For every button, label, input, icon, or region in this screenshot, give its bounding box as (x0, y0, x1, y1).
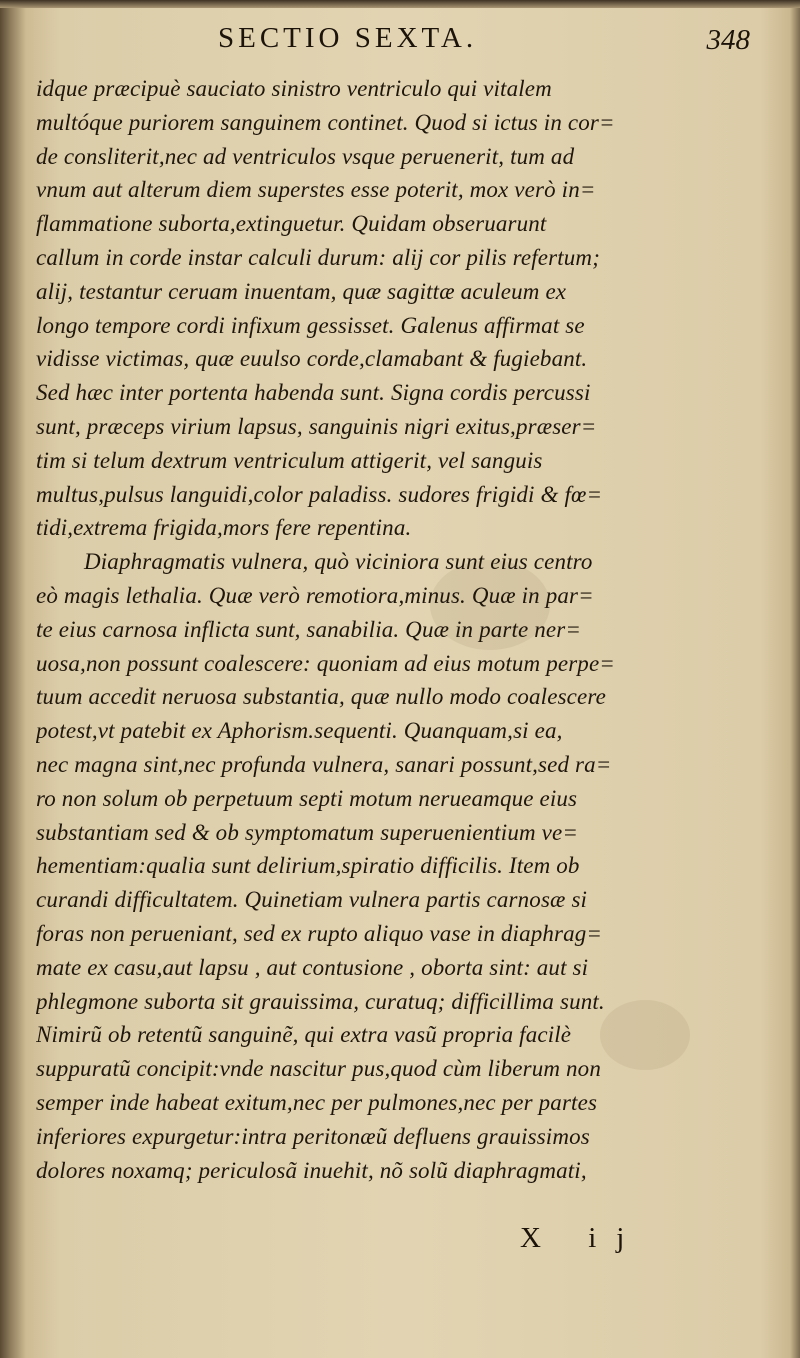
body-text (36, 72, 760, 1187)
text-line: eò magis lethalia. Quæ verò remotiora,minus. Quæ in par= (36, 582, 594, 608)
text-line: tuum accedit neruosa substantia, quæ nullo modo coalescere (36, 684, 606, 710)
text-line: Sed hæc inter portenta habenda sunt. Signa cordis percussi (36, 380, 591, 406)
text-line: ro non solum ob perpetuum septi motum nerueamque eius (36, 785, 578, 811)
text-line: potest,vt patebit ex Aphorism.sequenti. Quanquam,si ea, (36, 718, 563, 744)
text-line: mate ex casu,aut lapsu , aut contusione , oborta sint: aut si (36, 954, 589, 980)
running-head: SECTIO SEXTA. (218, 22, 478, 54)
text-line: semper inde habeat exitum,nec per pulmones,nec per partes (36, 1089, 598, 1115)
text-line: Nimirũ ob retentũ sanguinẽ, qui extra vasũ propria facilè (36, 1022, 572, 1048)
text-line: dolores noxamq; periculosã inuehit, nõ solũ diaphragmati, (36, 1157, 587, 1183)
text-line: multus,pulsus languidi,color paladiss. sudores frigidi & fœ= (36, 481, 603, 507)
text-line: inferiores expurgetur:intra peritonæũ defluens grauissimos (36, 1123, 590, 1149)
text-line: vidisse victimas, quæ euulso corde,clamabant & fugiebant. (36, 346, 588, 372)
text-line: foras non peruenіant, sed ex rupto aliquo vase in diaphrag= (36, 920, 603, 946)
paragraph-first-line: Diaphragmatis vulnera, quò viciniora sunt eius centro (84, 549, 593, 575)
text-line: curandi difficultatem. Quinetiam vulnera partis carnosæ si (36, 887, 588, 913)
text-line: longo tempore cordi infixum gessisset. Galenus affirmat se (36, 312, 585, 338)
text-line: phlegmone suborta sit grauissima, curatuq; difficillima sunt. (36, 988, 605, 1014)
text-line: sunt, præceps virium lapsus, sanguinis nigri exitus,præser= (36, 413, 597, 439)
text-line: tidi,extrema frigida,mors fere repentina. (36, 515, 412, 541)
signature-mark: X ij (520, 1222, 645, 1254)
text-line: flammatione suborta,extinguetur. Quidam obseruarunt (36, 211, 547, 237)
text-line: uosa,non possunt coalescere: quoniam ad eius motum perpe= (36, 650, 615, 676)
text-line: tim si telum dextrum ventriculum attigerit, vel sanguis (36, 447, 543, 473)
text-line: substantiam sed & ob symptomatum superuenientium ve= (36, 819, 579, 845)
text-line: suppuratũ concipit:vnde nascitur pus,quod cùm liberum non (36, 1056, 601, 1082)
page-header (0, 22, 800, 66)
text-line: hementiam:qualia sunt delirium,spiratio difficilis. Item ob (36, 853, 580, 879)
page-number: 348 (706, 24, 750, 56)
text-line: callum in corde instar calculi durum: alij cor pilis refertum; (36, 244, 601, 270)
text-line: idque præcipuè sauciato sinistro ventriculo qui vitalem (36, 76, 552, 101)
text-line: de consliterit,nec ad ventriculos vsque peruenerit, tum ad (36, 143, 575, 169)
text-line: vnum aut alterum diem superstes esse poterit, mox verò in= (36, 177, 596, 203)
text-line: nec magna sint,nec profunda vulnera, sanari possunt,sed ra= (36, 751, 612, 777)
page-top-edge (0, 0, 800, 8)
text-line: te eius carnosa inflicta sunt, sanabilia. Quæ in parte ner= (36, 616, 582, 642)
text-line: alij, testantur ceruam inuentam, quæ sagittæ aculeum ex (36, 278, 567, 304)
text-line: multóque puriorem sanguinem continet. Quod si ictus in cor= (36, 109, 615, 135)
